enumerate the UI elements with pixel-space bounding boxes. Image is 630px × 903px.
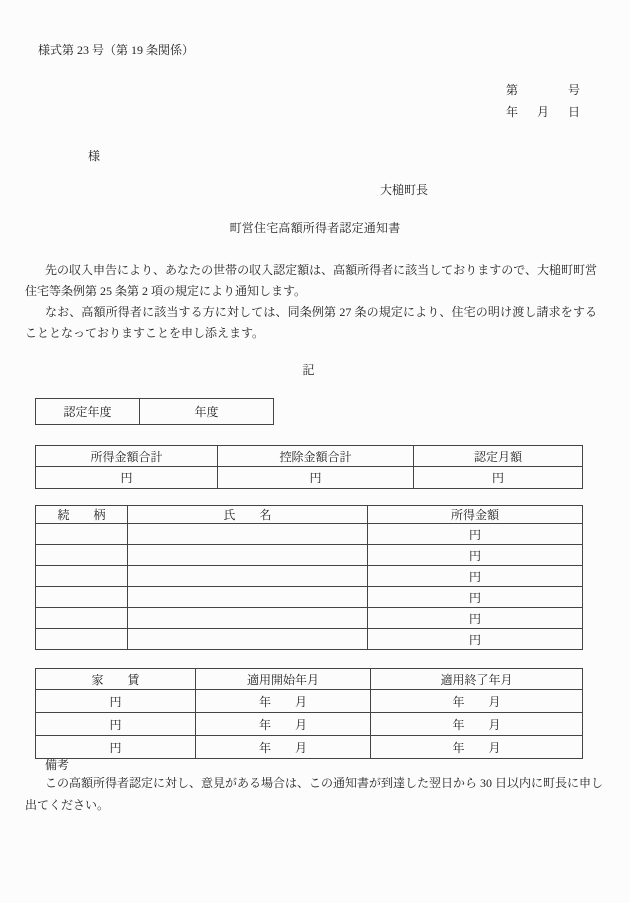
start-period-cell: 年 月 [196, 713, 371, 736]
household-row [36, 545, 583, 566]
name-cell [128, 608, 368, 629]
application-start-header: 適用開始年月 [196, 669, 371, 690]
deduction-total-cell: 円 [218, 467, 414, 489]
income-amount-cell: 円 [368, 629, 583, 650]
household-row [36, 629, 583, 650]
record-marker: 記 [302, 363, 315, 377]
document-number-line [506, 81, 580, 98]
rent-row [36, 736, 583, 759]
name-cell [128, 524, 368, 545]
form-number: 様式第 23 号（第 19 条関係） [38, 43, 195, 57]
name-cell [128, 566, 368, 587]
relationship-cell [36, 566, 128, 587]
document-title: 町営住宅高額所得者認定通知書 [229, 221, 401, 235]
income-amount-cell: 円 [368, 566, 583, 587]
relationship-cell [36, 587, 128, 608]
date-year-label: 年 [505, 105, 518, 119]
date-month-label: 月 [536, 105, 549, 119]
remarks-note [25, 772, 603, 816]
certification-year-label-cell: 認定年度 [36, 399, 140, 425]
relationship-header: 続 柄 [36, 506, 128, 524]
name-header: 氏 名 [128, 506, 368, 524]
certified-monthly-amount-header: 認定月額 [414, 446, 583, 467]
relationship-cell [36, 629, 128, 650]
rent-row [36, 713, 583, 736]
household-row [36, 587, 583, 608]
name-cell [128, 545, 368, 566]
body-paragraph-2: なお、高額所得者に該当する方に対しては、同条例第 27 条の規定により、住宅の明け渡し請求をすることとなっておりますことを申し添えます。 [25, 305, 597, 340]
body-paragraph-1: 先の収入申告により、あなたの世帯の収入認定額は、高額所得者に該当しておりますので、大槌町町営住宅等条例第 25 条第 2 項の規定により通知します。 [25, 263, 597, 298]
income-total-cell: 円 [36, 467, 218, 489]
income-total-header: 所得金額合計 [36, 446, 218, 467]
start-period-cell: 年 月 [196, 690, 371, 713]
rent-amount-cell: 円 [36, 690, 196, 713]
rent-amount-cell: 円 [36, 736, 196, 759]
household-table [35, 505, 583, 650]
rent-table [35, 668, 583, 759]
name-cell [128, 587, 368, 608]
household-row [36, 608, 583, 629]
relationship-cell [36, 545, 128, 566]
certification-year-value-cell: 年度 [140, 399, 274, 425]
income-amount-header: 所得金額 [368, 506, 583, 524]
income-amount-cell: 円 [368, 545, 583, 566]
addressee-honorific: 様 [88, 149, 101, 163]
rent-amount-cell: 円 [36, 713, 196, 736]
remarks-note-text: この高額所得者認定に対し、意見がある場合は、この通知書が到達した翌日から 30 日以内に町長に申し出てください。 [25, 776, 604, 812]
household-row [36, 524, 583, 545]
name-cell [128, 629, 368, 650]
relationship-cell [36, 608, 128, 629]
date-day-label: 日 [567, 105, 580, 119]
end-period-cell: 年 月 [371, 690, 583, 713]
end-period-cell: 年 月 [371, 713, 583, 736]
rent-row [36, 690, 583, 713]
income-amount-cell: 円 [368, 587, 583, 608]
relationship-cell [36, 524, 128, 545]
remarks-label: 備考 [45, 758, 70, 772]
body-text [25, 260, 597, 344]
deduction-total-header: 控除金額合計 [218, 446, 414, 467]
certified-monthly-amount-cell: 円 [414, 467, 583, 489]
doc-no-suffix: 号 [567, 83, 580, 97]
amount-table [35, 445, 583, 489]
end-period-cell: 年 月 [371, 736, 583, 759]
certification-year-table [35, 398, 274, 425]
rent-header: 家 賃 [36, 669, 196, 690]
start-period-cell: 年 月 [196, 736, 371, 759]
application-end-header: 適用終了年月 [371, 669, 583, 690]
household-row [36, 566, 583, 587]
sender-title: 大槌町長 [380, 183, 429, 197]
income-amount-cell: 円 [368, 608, 583, 629]
income-amount-cell: 円 [368, 524, 583, 545]
date-line [506, 103, 580, 120]
doc-no-prefix: 第 [505, 83, 518, 97]
